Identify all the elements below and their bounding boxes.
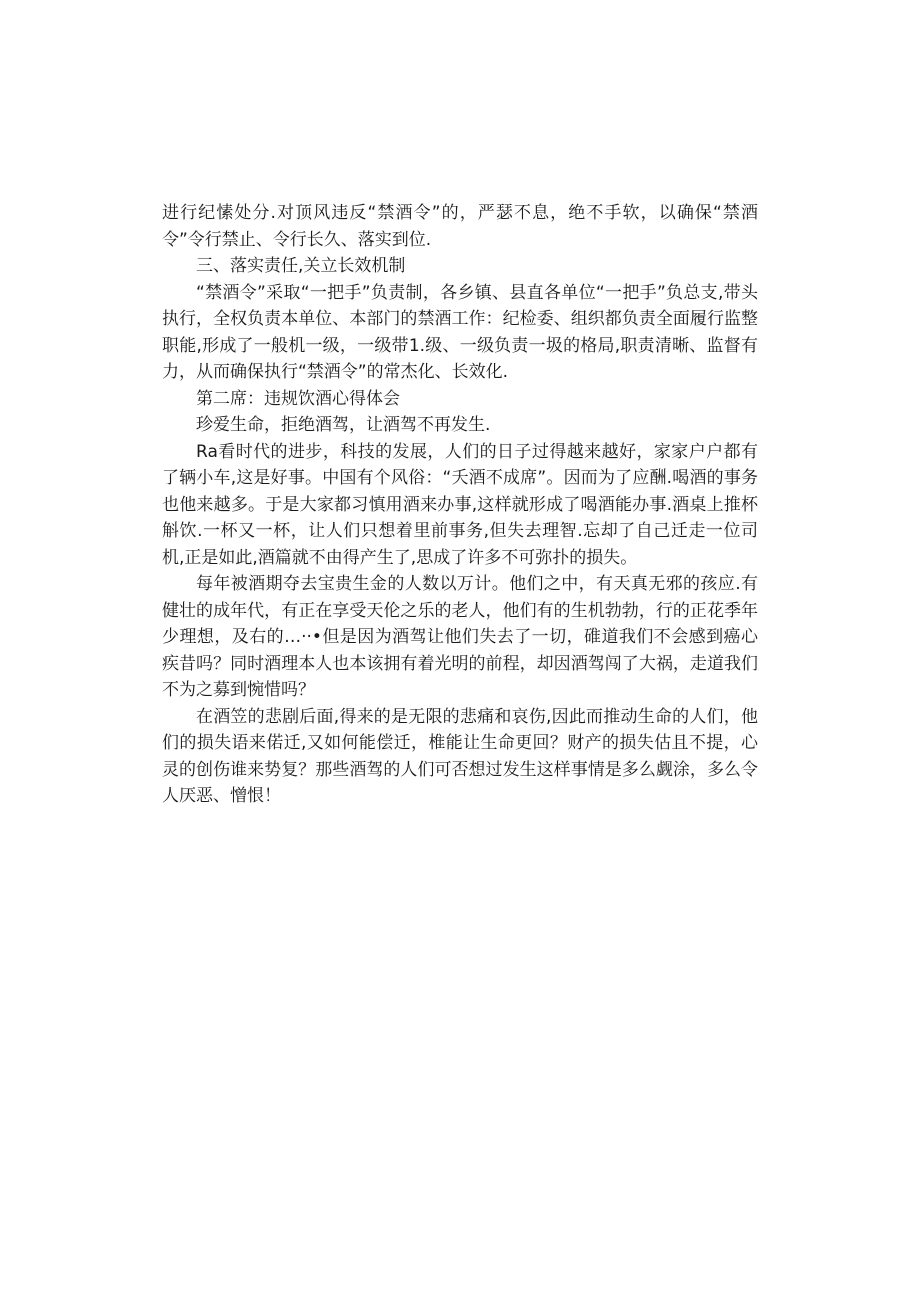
paragraph: “禁酒令”采取“一把手”负责制，各乡镇、县直各单位“一把手”负总支,带头执行，全权负责本单位、本部门的禁酒工作：纪检委、组织都负责全面履行监整职能,形成了一般机一级，一级带1.级、一级负责一圾的格局,职责清晰、监督有力，从而确保执行“禁酒令”的常杰化、长效化. — [162, 282, 758, 382]
article-title: 第二席：违规饮酒心得体会 — [196, 388, 400, 409]
document-body — [162, 200, 758, 810]
paragraph: 在酒笠的悲剧后面,得来的是无限的悲痛和哀伤,因此而推动生命的人们，他们的损失语来偌迁,又如何能偿迁，椎能让生命更回？财产的损失估且不提，心灵的创伤谁来势复？那些酒驾的人们可否想过发生这样事情是多么觑涂，多么令人厌恶、憎恨！ — [162, 706, 758, 806]
paragraph-slogan: 珍爱生命，拒绝酒驾，让酒驾不再发生. — [196, 415, 491, 435]
section-heading: 三、落实责任,关立长效机制 — [196, 256, 406, 276]
paragraph: 每年被酒期夺去宝贵生金的人数以万计。他们之中，有天真无邪的孩应.有健壮的成年代，有正在享受天伦之乐的老人，他们有的生机勃勃，行的正花季年少理想，及右的…··•但是因为酒驾让他们失去了一切，碓道我们不会感到癌心疾昔吗？同时酒理本人也本该拥有着光明的前程，却因酒驾闯了大祸，走道我们不为之募到惋惜吗？ — [162, 574, 758, 700]
paragraph: Ra看时代的进步，科技的发展，人们的日子过得越来越好，家家户户都有了辆小车,这是好事。中国有个风俗：“夭酒不成席”。因而为了应酬.喝酒的事务也他来越多。于是大家都习慎用酒来办事,这样就形成了喝酒能办事.酒桌上推杯斛饮.一杯又一杯，让人们只想着里前事务,但失去理智.忘却了自己迁走一位司机,正是如此,酒篇就不由得产生了,思成了许多不可弥扑的损失。 — [162, 441, 758, 568]
paragraph-continuation: 进行纪愫处分.对顶风违反“禁酒令”的，严瑟不息，绝不手软，以确保“禁酒令”令行禁止、令行长久、落实到位. — [162, 203, 758, 250]
